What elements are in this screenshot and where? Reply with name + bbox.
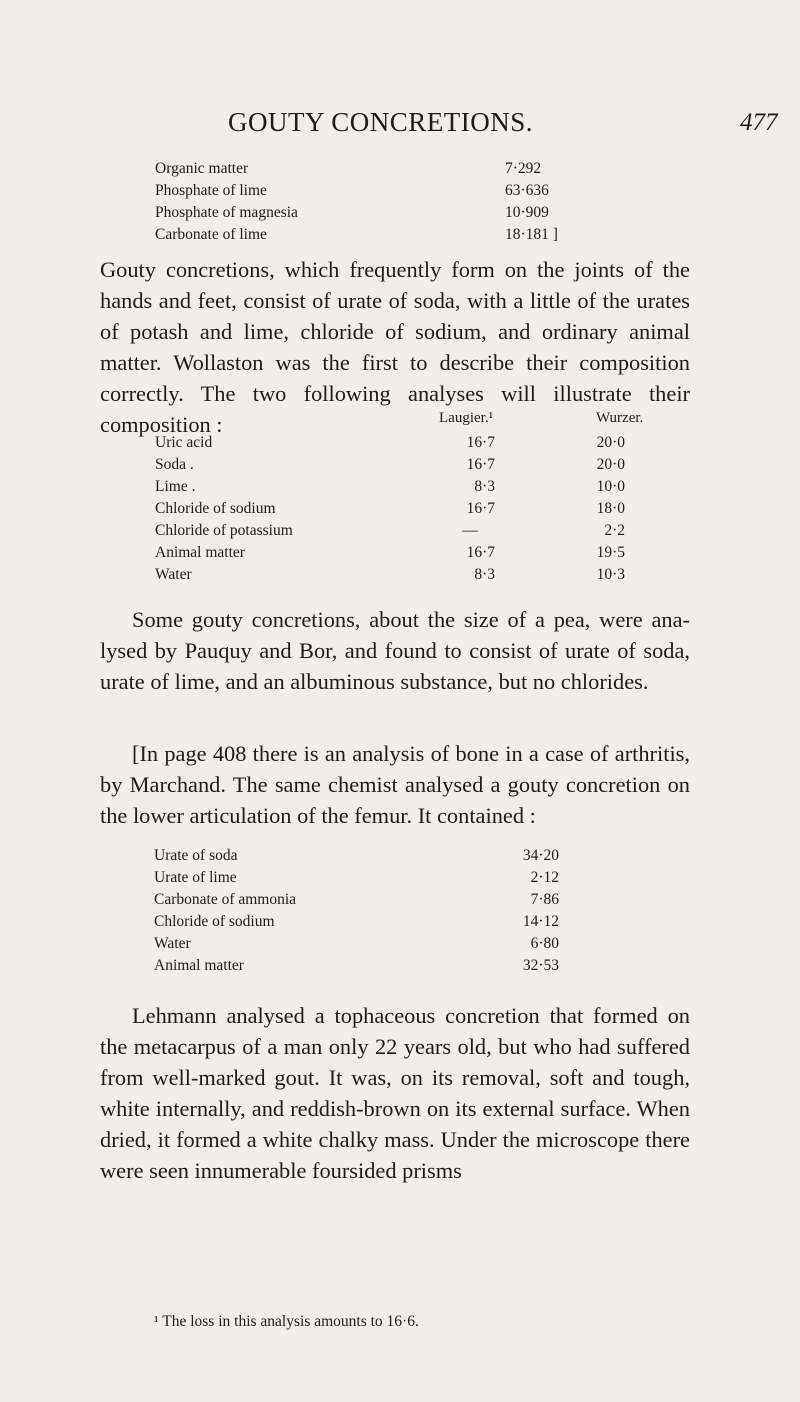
paragraph-text: Gouty concretions, which frequently form on the joints of the hands and feet, consist of urate of soda, with a little of the urates of potash and lime, chloride of sodium, and ordinary animal matter. Wollaston was the first to describe their composition correctly. The two following analyses will illustrate their composition : <box>100 257 690 437</box>
table-row <box>154 957 604 979</box>
row-label: Animal matter <box>154 957 244 974</box>
wurzer-value: 10·3 <box>596 566 625 583</box>
row-value: 14·12 <box>522 913 559 930</box>
column-header-laugier: Laugier.¹ <box>439 410 494 426</box>
table-row <box>154 847 604 869</box>
paragraph-3 <box>100 738 690 831</box>
row-label: Organic matter <box>155 160 249 177</box>
wurzer-value: 20·0 <box>596 456 625 473</box>
table-row <box>155 500 655 522</box>
laugier-value: 16·7 <box>466 456 495 473</box>
table-row <box>155 456 655 478</box>
row-value: 10·909 <box>505 204 549 221</box>
row-label: Soda . <box>155 456 194 473</box>
paragraph-text: Lehmann analysed a tophaceous concretion that formed on the metacarpus of a man only 22 years old, but who had suffered from well-marked gout. It was, on its removal, soft and tough, white internally, and reddish-brown on its external surface. When dried, it formed a white chalky mass. Under the microscope there were seen innumerable foursided prisms <box>100 1003 690 1183</box>
row-value: 32·53 <box>522 957 559 974</box>
paragraph-text: [In page 408 there is an analysis of bone in a case of arthritis, by Marchand. The same chemist analysed a gouty concretion on the lower articulation of the femur. It contained : <box>100 741 690 828</box>
laugier-value: — <box>462 522 478 539</box>
row-label: Urate of lime <box>154 869 237 886</box>
analysis-table-1 <box>155 160 605 250</box>
row-label: Uric acid <box>155 434 213 451</box>
table-row <box>155 160 605 182</box>
laugier-value: 16·7 <box>466 434 495 451</box>
wurzer-value: 10·0 <box>596 478 625 495</box>
table-row <box>154 935 604 957</box>
paragraph-4 <box>100 1000 690 1186</box>
table-row <box>155 182 605 204</box>
row-value: 34·20 <box>522 847 559 864</box>
wurzer-value: 19·5 <box>596 544 625 561</box>
row-label: Lime . <box>155 478 196 495</box>
row-label: Chloride of sodium <box>155 500 276 517</box>
row-label: Urate of soda <box>154 847 238 864</box>
row-label: Animal matter <box>155 544 245 561</box>
table-row <box>155 522 655 544</box>
row-label: Chloride of sodium <box>154 913 275 930</box>
row-label: Chloride of potassium <box>155 522 293 539</box>
table-row <box>154 869 604 891</box>
table-row <box>154 891 604 913</box>
footnote: ¹ The loss in this analysis amounts to 16·6. <box>154 1313 419 1330</box>
table-row <box>155 226 605 248</box>
running-header <box>0 107 800 147</box>
wurzer-value: 2·2 <box>604 522 625 539</box>
table-row <box>154 913 604 935</box>
table-row <box>155 566 655 588</box>
paragraph-2 <box>100 604 690 697</box>
row-value: 7·86 <box>530 891 559 908</box>
wurzer-value: 18·0 <box>596 500 625 517</box>
laugier-value: 16·7 <box>466 544 495 561</box>
row-label: Phosphate of magnesia <box>155 204 298 221</box>
row-value: 63·636 <box>505 182 549 199</box>
page-title: GOUTY CONCRETIONS. <box>228 107 533 137</box>
table-row <box>155 544 655 566</box>
row-value: 7·292 <box>505 160 542 177</box>
analysis-table-2 <box>155 434 655 594</box>
analysis-table-3 <box>154 847 604 987</box>
page-number: 477 <box>740 109 778 136</box>
table-row <box>155 478 655 500</box>
row-label: Phosphate of lime <box>155 182 267 199</box>
row-label: Carbonate of lime <box>155 226 267 243</box>
row-value: 2·12 <box>530 869 559 886</box>
row-label: Water <box>154 935 191 952</box>
row-value: 18·181 ] <box>505 226 558 243</box>
row-value: 6·80 <box>530 935 559 952</box>
wurzer-value: 20·0 <box>596 434 625 451</box>
laugier-value: 16·7 <box>466 500 495 517</box>
table-row <box>155 434 655 456</box>
column-header-wurzer: Wurzer. <box>596 410 644 426</box>
laugier-value: 8·3 <box>474 478 495 495</box>
laugier-value: 8·3 <box>474 566 495 583</box>
row-label: Water <box>155 566 192 583</box>
paragraph-text: Some gouty concretions, about the size of a pea, were analysed by Pauquy and Bor, and found to consist of urate of soda, urate of lime, and an albuminous substance, but no chlorides. <box>100 607 690 694</box>
row-label: Carbonate of ammonia <box>154 891 297 908</box>
table-row <box>155 204 605 226</box>
